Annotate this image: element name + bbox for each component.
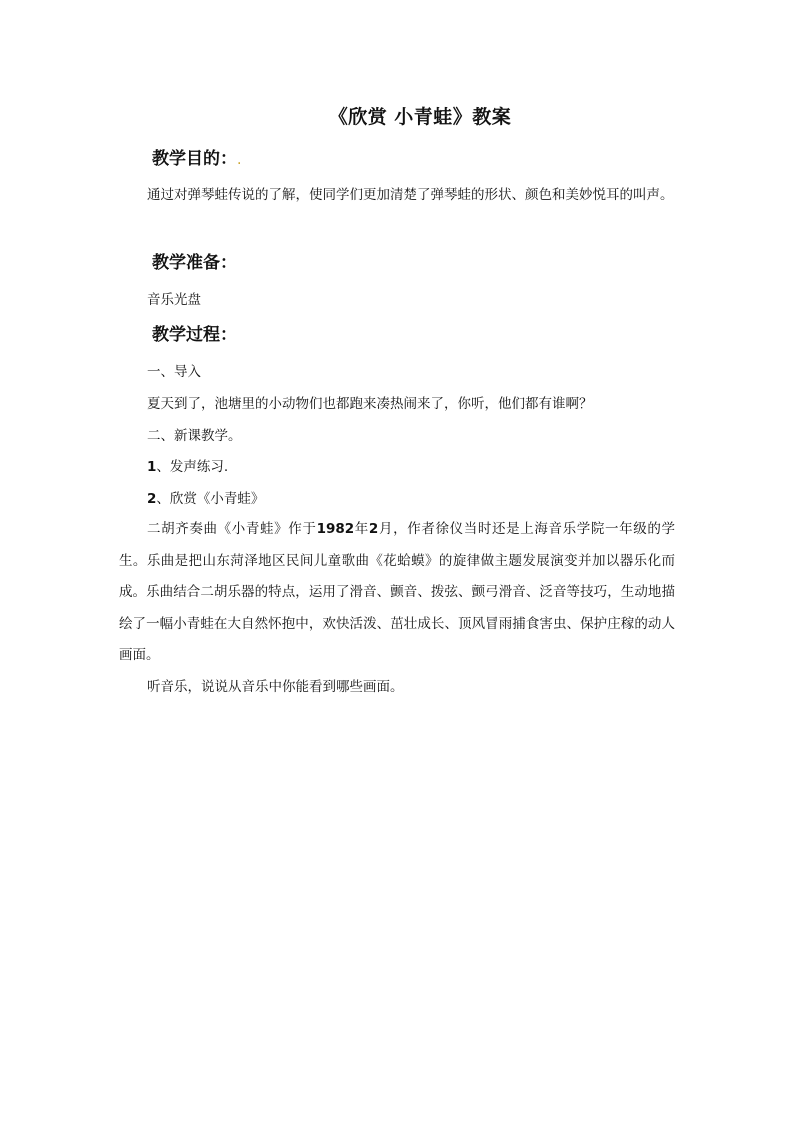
substep-2-number: 2 [147,491,157,507]
music-month: 2 [368,521,379,537]
preparation-heading: 教学准备： [152,253,237,273]
objective-heading [152,146,241,173]
music-description-paragraph [119,514,675,672]
closing-paragraph: 听音乐，说说从音乐中你能看到哪些画面。 [147,679,404,695]
objective-heading-text: 教学目的： [152,149,237,169]
objective-paragraph: 通过对弹琴蛙传说的了解，使同学们更加清楚了弹琴蛙的形状、颜色和美妙悦耳的叫声。 [147,187,674,203]
substep-1 [147,455,228,479]
substep-2-text: 、欣赏《小青蛙》 [156,491,265,507]
process-heading: 教学过程： [152,325,237,345]
music-desc-part-b: 年 [354,521,369,537]
step-new-lesson-label: 二、新课教学。 [147,428,242,444]
substep-1-number: 1 [147,459,157,475]
music-desc-part-c: 月，作者徐仪当时还是上海音乐学院一年级的学生。乐曲是把山东菏泽地区民间儿童歌曲《花蛤蟆》的旋律做主题发展演变并加以器乐化而成。乐曲结合二胡乐器的特点，运用了滑音、颤音、拨弦、颤弓滑音、泛音等技巧，生动地描绘了一幅小青蛙在大自然怀抱中，欢快活泼、茁壮成长、顶风冒雨捕食害虫、保护庄稼的动人画面。 [119,521,676,663]
substep-1-text: 、发声练习. [156,459,229,475]
step-intro-label: 一、导入 [147,364,201,380]
intro-paragraph: 夏天到了，池塘里的小动物们也都跑来凑热闹来了，你听，他们都有谁啊？ [147,396,593,412]
document-title: 《欣赏 小青蛙》教案 [328,106,512,128]
music-year: 1982 [316,521,355,537]
edit-mark: . [237,152,242,168]
music-desc-part-a: 二胡齐奏曲《小青蛙》作于 [147,521,317,537]
preparation-text: 音乐光盘 [147,292,201,308]
substep-2 [147,487,264,511]
